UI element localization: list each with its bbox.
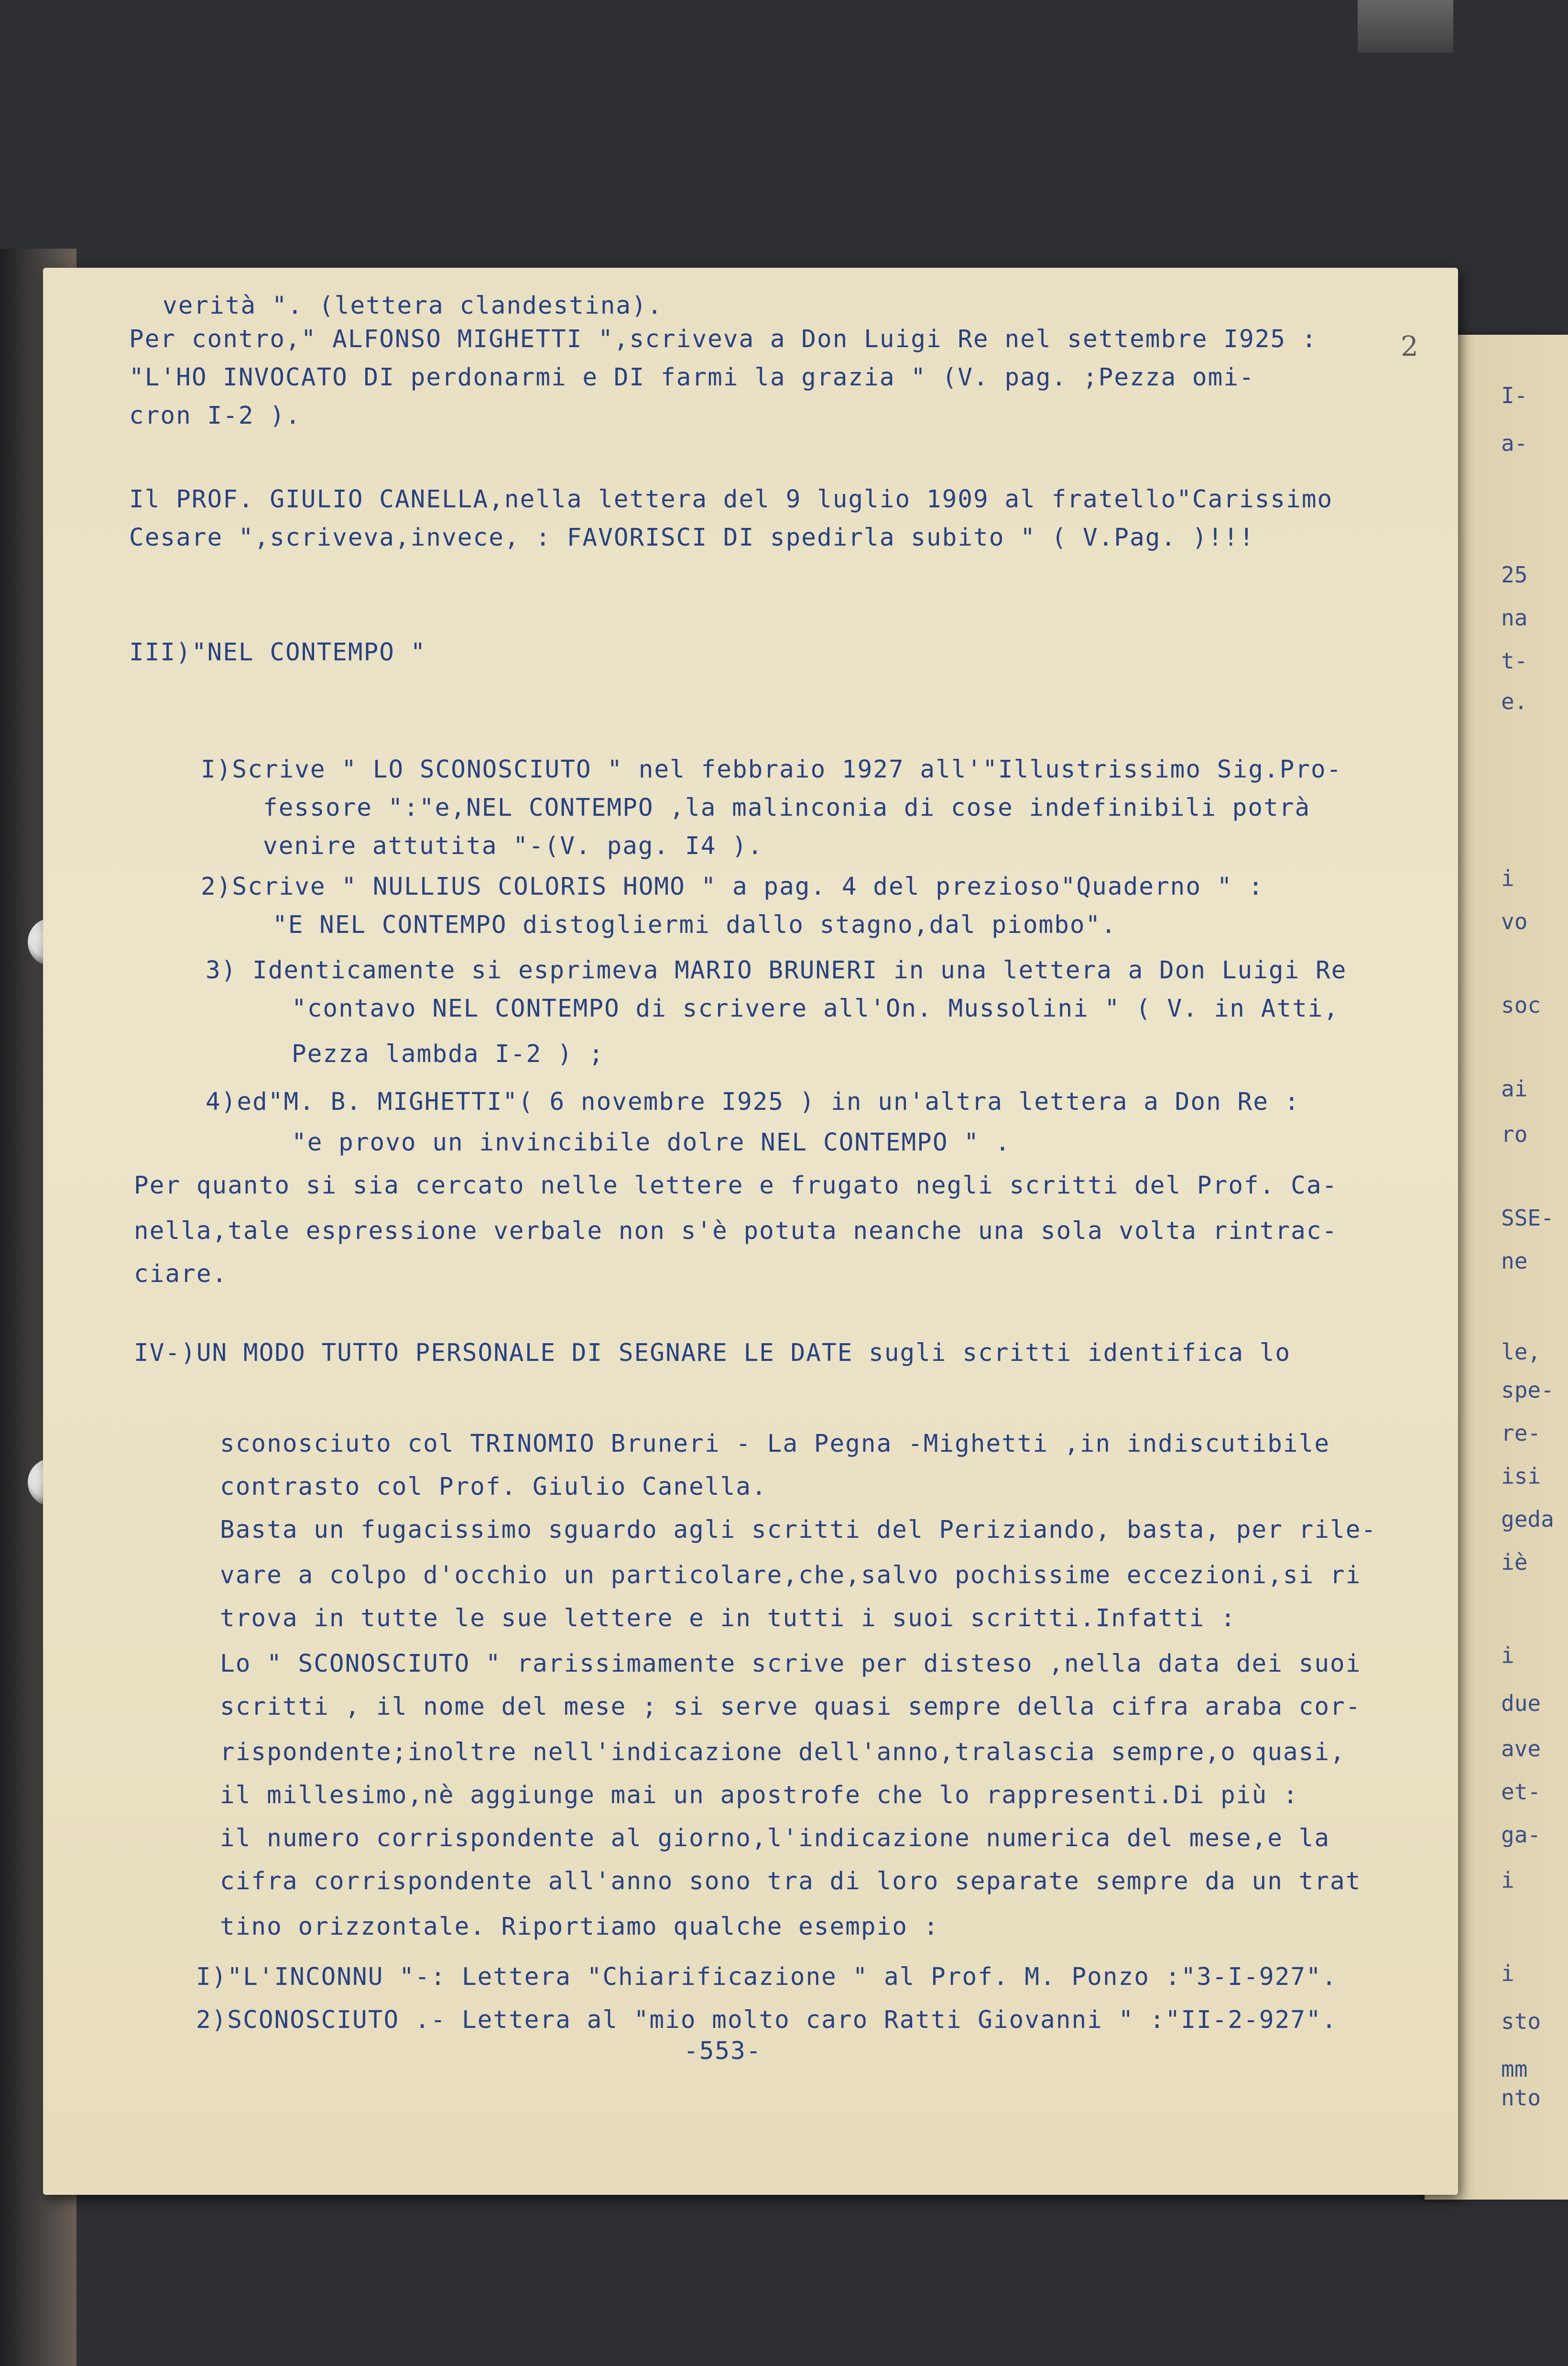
text-line: Cesare ",scriveva,invece, : FAVORISCI DI spedirla subito " ( V.Pag. )!!! (129, 524, 1255, 552)
adjacent-fragment: t- (1501, 648, 1528, 674)
adjacent-fragment: 25 (1501, 562, 1528, 588)
adjacent-fragment: ga- (1501, 1822, 1541, 1848)
adjacent-fragment: vo (1501, 909, 1528, 934)
typewritten-page (43, 268, 1458, 2195)
text-line: tino orizzontale. Riportiamo qualche esempio : (220, 1913, 939, 1941)
text-line: 4)ed"M. B. MIGHETTI"( 6 novembre I925 ) in un'altra lettera a Don Re : (206, 1088, 1300, 1116)
adjacent-fragment: iè (1501, 1549, 1528, 1575)
text-line: 2)Scrive " NULLIUS COLORIS HOMO " a pag. 4 del prezioso"Quaderno " : (201, 873, 1264, 901)
adjacent-fragment: a- (1501, 430, 1528, 456)
text-line: nella,tale espressione verbale non s'è potuta neanche una sola volta rintrac- (134, 1217, 1338, 1245)
adjacent-fragment: e. (1501, 689, 1528, 714)
text-line: scritti , il nome del mese ; si serve quasi sempre della cifra araba cor- (220, 1693, 1361, 1721)
metal-clip (1358, 0, 1453, 53)
text-line: il millesimo,nè aggiunge mai un apostrofe che lo rappresenti.Di più : (220, 1781, 1299, 1809)
adjacent-fragment: soc (1501, 992, 1541, 1018)
text-line: Per quanto si sia cercato nelle lettere e frugato negli scritti del Prof. Ca- (134, 1172, 1338, 1200)
text-line: I)Scrive " LO SCONOSCIUTO " nel febbraio 1927 all'"Illustrissimo Sig.Pro- (201, 756, 1342, 784)
section-heading: III)"NEL CONTEMPO " (129, 638, 426, 667)
adjacent-fragment: na (1501, 605, 1528, 631)
adjacent-fragment: le, (1501, 1339, 1541, 1365)
adjacent-fragment: mm (1501, 2056, 1528, 2082)
text-line: rispondente;inoltre nell'indicazione dell'anno,tralascia sempre,o quasi, (220, 1738, 1346, 1766)
adjacent-fragment: nto (1501, 2085, 1541, 2111)
text-line: "contavo NEL CONTEMPO di scrivere all'On. Mussolini " ( V. in Atti, (292, 995, 1339, 1023)
page-text (43, 268, 1458, 2195)
adjacent-fragment: ne (1501, 1248, 1528, 1274)
text-line: sconosciuto col TRINOMIO Bruneri - La Pegna -Mighetti ,in indiscutibile (220, 1430, 1330, 1458)
adjacent-fragment: ro (1501, 1121, 1528, 1147)
text-line: "L'HO INVOCATO DI perdonarmi e DI farmi la grazia " (V. pag. ;Pezza omi- (129, 363, 1255, 392)
adjacent-fragment: i (1501, 865, 1514, 891)
text-line: I)"L'INCONNU "-: Lettera "Chiarificazione " al Prof. M. Ponzo :"3-I-927". (196, 1963, 1338, 1991)
text-line: "e provo un invincibile dolre NEL CONTEMPO " . (292, 1128, 1011, 1157)
text-line: fessore ":"e,NEL CONTEMPO ,la malinconia di cose indefinibili potrà (263, 794, 1311, 822)
text-line: trova in tutte le sue lettere e in tutti i suoi scritti.Infatti : (220, 1604, 1236, 1632)
text-line: cifra corrispondente all'anno sono tra di loro separate sempre da un trat (220, 1867, 1361, 1895)
text-line: 3) Identicamente si esprimeva MARIO BRUNERI in una lettera a Don Luigi Re (206, 956, 1347, 985)
text-line: venire attutita "-(V. pag. I4 ). (263, 832, 763, 860)
page-number: -553- (684, 2037, 762, 2065)
adjacent-fragment: I- (1501, 383, 1528, 408)
adjacent-fragment: spe- (1501, 1377, 1554, 1403)
text-line: verità ". (lettera clandestina). (163, 292, 663, 320)
adjacent-fragment: i (1501, 1643, 1514, 1668)
adjacent-fragment: i (1501, 1867, 1514, 1893)
text-line: contrasto col Prof. Giulio Canella. (220, 1473, 767, 1501)
adjacent-fragment: et- (1501, 1779, 1541, 1805)
text-line: ciare. (134, 1260, 228, 1288)
text-line: Basta un fugacissimo sguardo agli scritti del Periziando, basta, per rile- (220, 1516, 1377, 1544)
adjacent-fragment: geda (1501, 1506, 1554, 1532)
text-line: "E NEL CONTEMPO distogliermi dallo stagno,dal piombo". (272, 911, 1117, 939)
adjacent-fragment: ave (1501, 1736, 1541, 1762)
adjacent-fragment: i (1501, 1961, 1514, 1986)
pencil-page-mark: 2 (1401, 330, 1418, 362)
text-line: cron I-2 ). (129, 402, 301, 430)
text-line: il numero corrispondente al giorno,l'indicazione numerica del mese,e la (220, 1824, 1330, 1852)
adjacent-fragment: due (1501, 1690, 1541, 1716)
adjacent-fragment: ai (1501, 1076, 1528, 1102)
text-line: Il PROF. GIULIO CANELLA,nella lettera del 9 luglio 1909 al fratello"Carissimo (129, 485, 1333, 514)
section-heading: IV-)UN MODO TUTTO PERSONALE DI SEGNARE LE DATE sugli scritti identifica lo (134, 1339, 1291, 1367)
text-line: Per contro," ALFONSO MIGHETTI ",scriveva a Don Luigi Re nel settembre I925 : (129, 325, 1318, 353)
adjacent-fragment: SSE- (1501, 1205, 1554, 1231)
adjacent-fragment: re- (1501, 1420, 1541, 1446)
adjacent-fragment: sto (1501, 2008, 1541, 2034)
text-line: 2)SCONOSCIUTO .- Lettera al "mio molto caro Ratti Giovanni " :"II-2-927". (196, 2006, 1338, 2034)
text-line: vare a colpo d'occhio un particolare,che,salvo pochissime eccezioni,si ri (220, 1561, 1361, 1589)
text-line: Lo " SCONOSCIUTO " rarissimamente scrive per disteso ,nella data dei suoi (220, 1650, 1361, 1678)
adjacent-fragment: isi (1501, 1463, 1541, 1489)
text-line: Pezza lambda I-2 ) ; (292, 1040, 605, 1068)
